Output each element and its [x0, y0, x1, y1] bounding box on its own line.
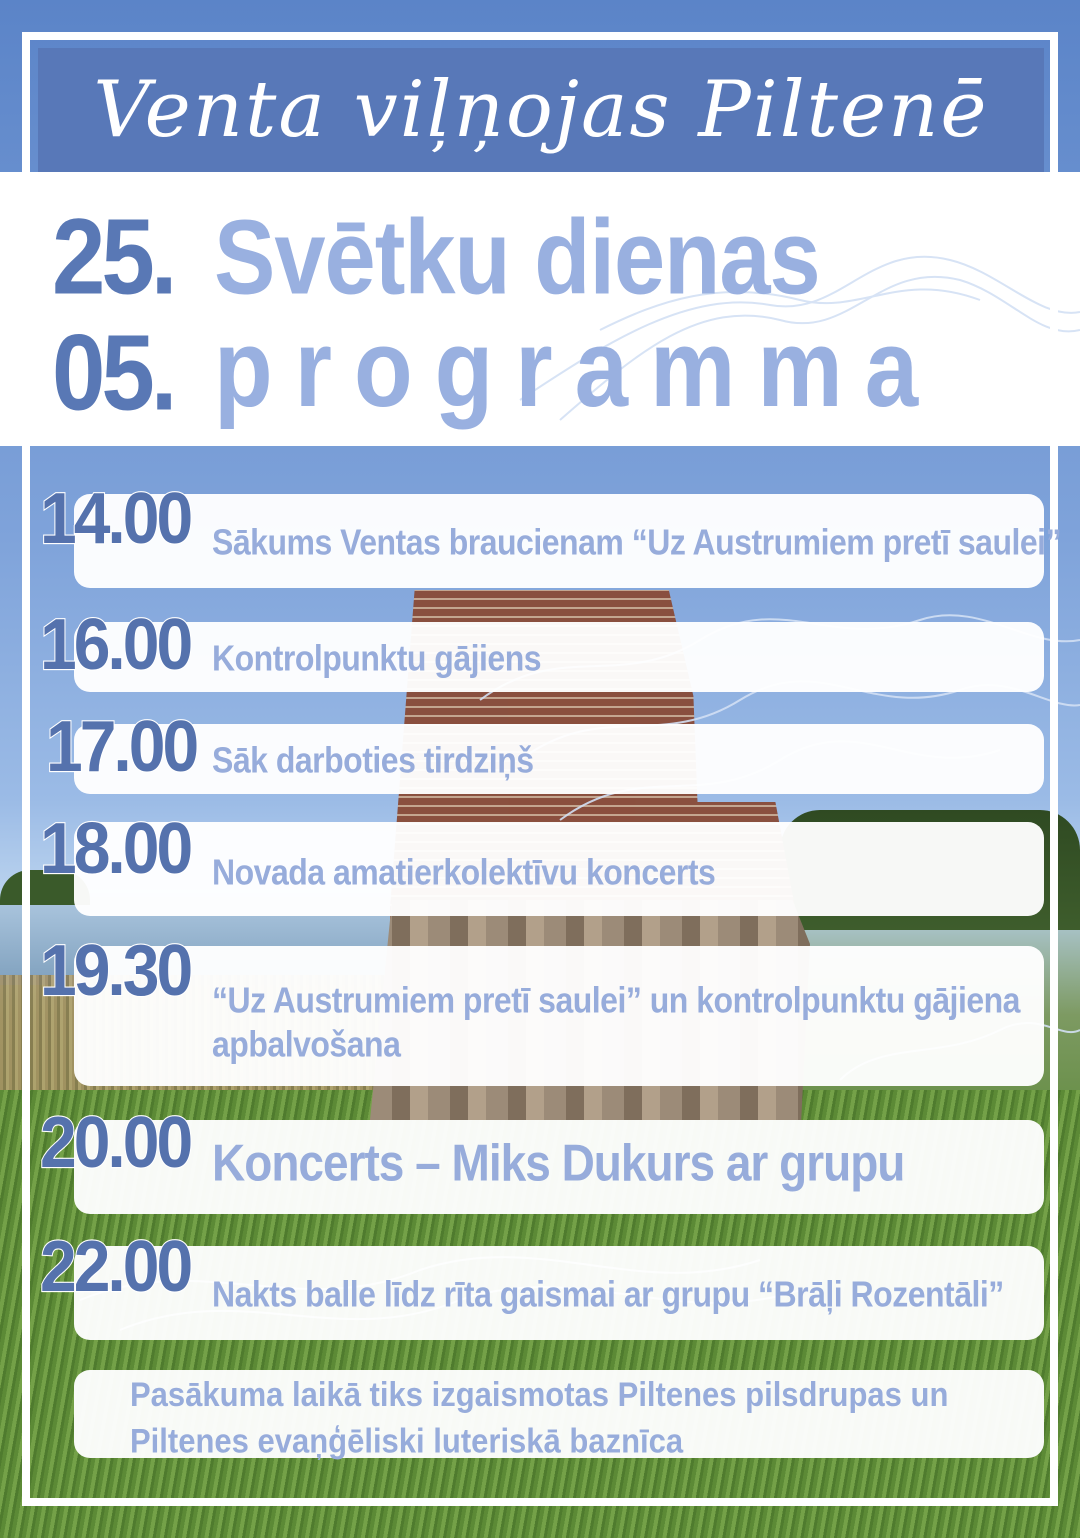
schedule-event: Novada amatierkolektīvu koncerts	[212, 852, 716, 893]
schedule-event-line-2: apbalvošana	[212, 1024, 401, 1065]
heading-line-2: programma	[214, 307, 941, 431]
date-day: 25.	[52, 197, 174, 317]
illumination-note	[130, 1372, 1010, 1464]
schedule-time: 22.00	[40, 1225, 191, 1307]
schedule-event-headline: Koncerts – Miks Dukurs ar grupu	[212, 1133, 905, 1192]
event-title: Venta viļņojas Piltenē	[93, 65, 989, 155]
schedule-time: 18.00	[40, 807, 191, 889]
schedule-event: Nakts balle līdz rīta gaismai ar grupu “Brāļi Rozentāli”	[212, 1274, 1004, 1315]
schedule-time: 20.00	[40, 1101, 191, 1183]
schedule-time: 14.00	[40, 477, 191, 559]
date-month: 05.	[52, 313, 174, 433]
schedule-time: 16.00	[40, 603, 191, 685]
schedule-time: 17.00	[46, 705, 197, 787]
note-line-1: Pasākuma laikā tiks izgaismotas Piltenes pilsdrupas un	[130, 1375, 949, 1414]
schedule-event: Sāk darboties tirdziņš	[212, 740, 534, 781]
title-banner	[38, 48, 1044, 172]
schedule-event: Kontrolpunktu gājiens	[212, 638, 542, 679]
schedule-event: Sākums Ventas braucienam “Uz Austrumiem pretī saulei”	[212, 522, 1062, 563]
note-line-2: Piltenes evaņģēliski luteriskā baznīca	[130, 1421, 684, 1460]
schedule-event: “Uz Austrumiem pretī saulei” un kontrolpunktu gājiena	[212, 980, 1020, 1021]
schedule-time: 19.30	[40, 929, 191, 1011]
heading-line-1: Svētku dienas	[214, 199, 820, 317]
